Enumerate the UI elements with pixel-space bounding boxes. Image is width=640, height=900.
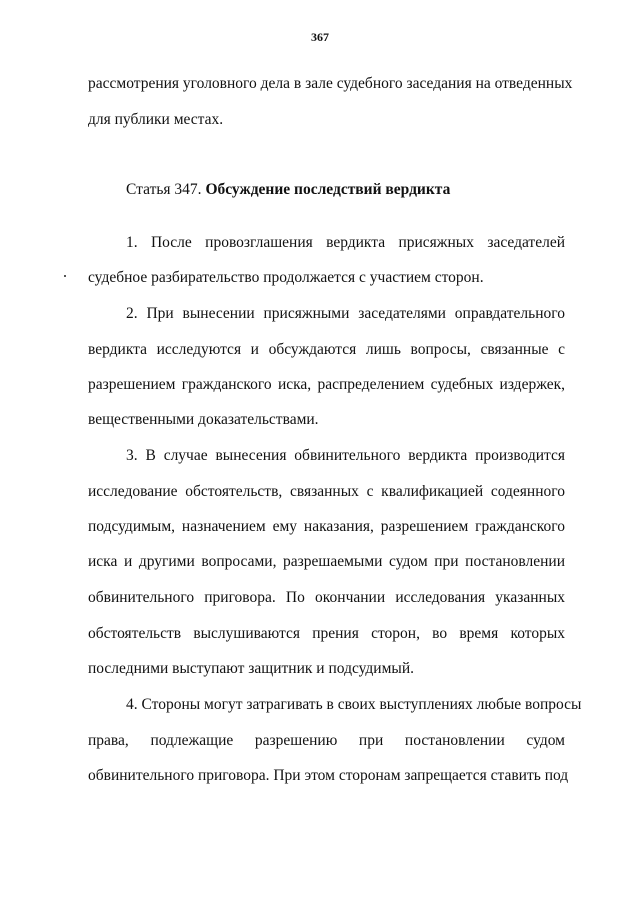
paragraph-3-line-4: иска и другими вопросами, разрешаемыми судом при постановлении [88, 553, 565, 570]
paragraph-3-line-3: подсудимым, назначением ему наказания, разрешением гражданского [88, 518, 565, 535]
paragraph-1-line-2: судебное разбирательство продолжается с участием сторон. [88, 269, 484, 286]
paragraph-3-line-1: 3. В случае вынесения обвинительного вердикта производится [126, 447, 565, 464]
paragraph-3-line-7: последними выступают защитник и подсудимый. [88, 660, 414, 677]
paragraph-4-line-1: 4. Стороны могут затрагивать в своих выступлениях любые вопросы [126, 696, 582, 713]
intro-line-2: для публики местах. [88, 111, 224, 128]
paragraph-2-line-3: разрешением гражданского иска, распределением судебных издержек, [88, 376, 565, 393]
paragraph-3-line-6: обстоятельств выслушиваются прения сторон, во время которых [88, 625, 565, 642]
paragraph-2-line-1: 2. При вынесении присяжными заседателями оправдательного [126, 305, 565, 322]
article-title: Обсуждение последствий вердикта [205, 181, 451, 198]
paragraph-2-line-4: вещественными доказательствами. [88, 411, 319, 428]
margin-mark [64, 275, 66, 277]
intro-line-1: рассмотрения уголовного дела в зале судебного заседания на отведенных [88, 75, 573, 92]
paragraph-4-line-2: права, подлежащие разрешению при постановлении судом [88, 732, 565, 749]
page-number: 367 [311, 30, 329, 44]
article-label: Статья 347. [126, 181, 202, 198]
paragraph-2-line-2: вердикта исследуются и обсуждаются лишь вопросы, связанные с [88, 341, 565, 358]
article-heading [126, 180, 450, 200]
paragraph-3-line-2: исследование обстоятельств, связанных с квалификацией содеянного [88, 483, 565, 500]
paragraph-1-line-1: 1. После провозглашения вердикта присяжных заседателей [126, 234, 565, 251]
paragraph-3-line-5: обвинительного приговора. По окончании исследования указанных [88, 589, 565, 606]
paragraph-4-line-3: обвинительного приговора. При этом сторонам запрещается ставить под [88, 767, 569, 784]
